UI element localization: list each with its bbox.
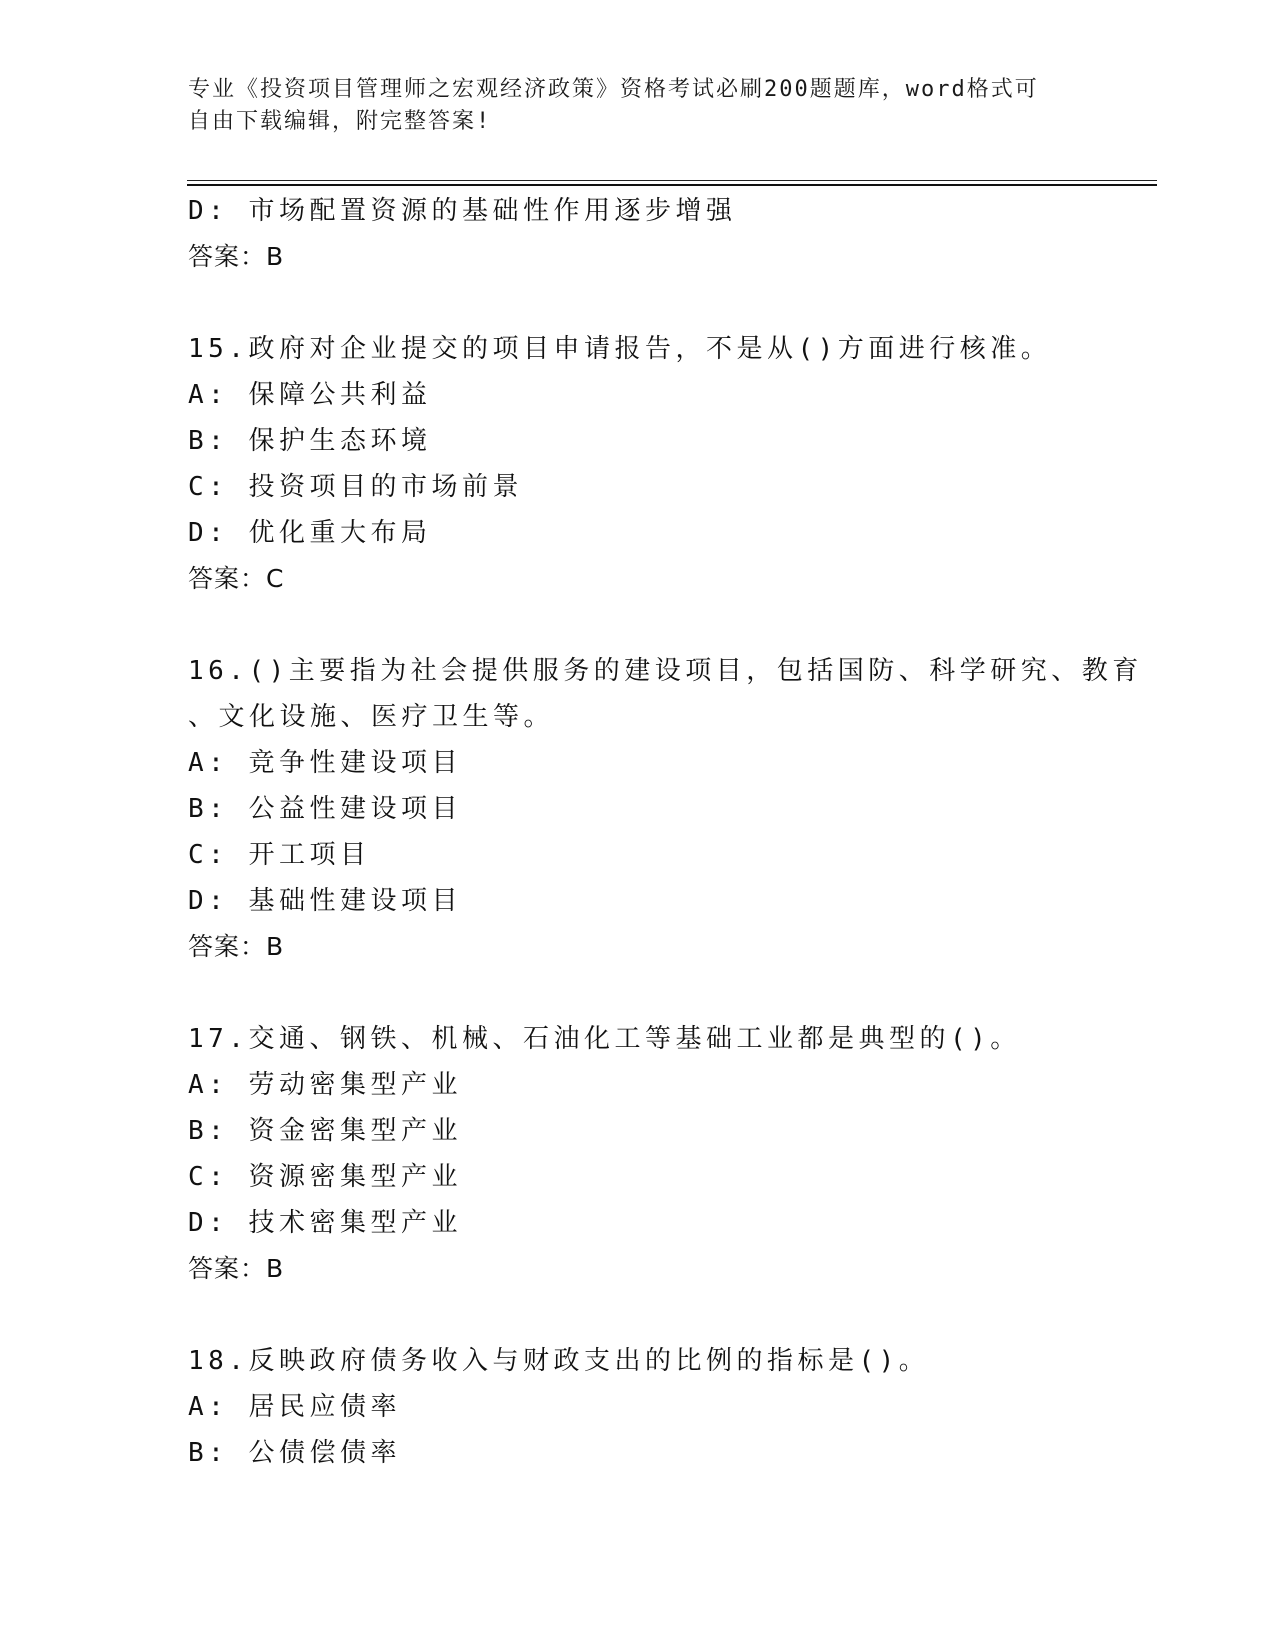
- option-a: A: 保障公共利益: [188, 380, 432, 410]
- question-stem: 16.()主要指为社会提供服务的建设项目，包括国防、科学研究、教育: [188, 656, 1143, 686]
- question-17: [188, 1016, 1188, 1292]
- question-stem: 17.交通、钢铁、机械、石油化工等基础工业都是典型的()。: [188, 1024, 1021, 1054]
- option-b: B: 资金密集型产业: [188, 1116, 462, 1146]
- answer: 答案：B: [188, 242, 285, 271]
- answer: 答案：C: [188, 564, 285, 593]
- question-stem-continued: 、文化设施、医疗卫生等。: [188, 702, 555, 732]
- document-header: [188, 74, 1088, 138]
- question-16: [188, 648, 1188, 970]
- option-d: D: 基础性建设项目: [188, 886, 462, 916]
- option-b: B: 公益性建设项目: [188, 794, 462, 824]
- question-stem: 18.反映政府债务收入与财政支出的比例的指标是()。: [188, 1346, 930, 1376]
- question-list: [188, 188, 1188, 1476]
- option-c: C: 投资项目的市场前景: [188, 472, 523, 502]
- spacer: [188, 602, 1188, 648]
- question-18: [188, 1338, 1188, 1476]
- previous-question-tail: [188, 188, 1188, 280]
- header-line-1: 专业《投资项目管理师之宏观经济政策》资格考试必刷200题题库，word格式可: [188, 77, 1039, 102]
- option-b: B: 保护生态环境: [188, 426, 432, 456]
- option-a: A: 竞争性建设项目: [188, 748, 462, 778]
- header-divider-thick: [187, 184, 1157, 186]
- answer: 答案：B: [188, 1254, 285, 1283]
- option-b: B: 公债偿债率: [188, 1438, 401, 1468]
- spacer: [188, 280, 1188, 326]
- option-a: A: 居民应债率: [188, 1392, 401, 1422]
- option-d: D: 优化重大布局: [188, 518, 432, 548]
- question-stem: 15.政府对企业提交的项目申请报告，不是从()方面进行核准。: [188, 334, 1052, 364]
- header-divider-thin: [187, 180, 1157, 181]
- option-d: D: 市场配置资源的基础性作用逐步增强: [188, 196, 737, 226]
- answer: 答案：B: [188, 932, 285, 961]
- question-15: [188, 326, 1188, 602]
- spacer: [188, 1292, 1188, 1338]
- header-line-2: 自由下载编辑，附完整答案!: [188, 109, 492, 134]
- spacer: [188, 970, 1188, 1016]
- option-c: C: 资源密集型产业: [188, 1162, 462, 1192]
- option-d: D: 技术密集型产业: [188, 1208, 462, 1238]
- option-a: A: 劳动密集型产业: [188, 1070, 462, 1100]
- option-c: C: 开工项目: [188, 840, 371, 870]
